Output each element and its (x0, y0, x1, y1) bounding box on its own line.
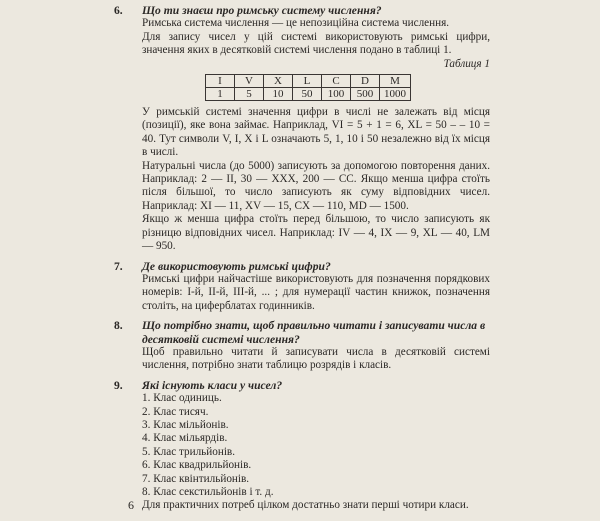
question-title: Де використовують римські цифри? (142, 259, 331, 273)
question-number: 9. (114, 378, 123, 392)
table-cell: V (235, 75, 264, 88)
list-item: 1. Клас одиниць. (142, 392, 222, 405)
table-cell: 5 (235, 88, 264, 101)
list-item: 3. Клас мільйонів. (142, 418, 229, 431)
list-item: 7. Клас квінтильйонів. (142, 472, 250, 485)
table-cell: 1000 (380, 88, 411, 101)
paragraph: Для запису чисел у цій системі використовують римські цифри, значення яких в десятковій системі числення подано в таблиці 1. (142, 30, 490, 57)
list-item: 8. Клас секстильйонів і т. д. (142, 486, 274, 498)
question-number: 8. (114, 319, 123, 333)
page-number: 6 (128, 498, 134, 512)
question-8 (114, 319, 490, 373)
table-caption: Таблиця 1 (443, 57, 490, 70)
table-cell: 1 (206, 88, 235, 101)
paragraph: Якщо ж менша цифра стоїть перед більшою, то число записують як різницю відповідних чисел. Наприклад: IV — 4, IX — 9, XL — 40, LM — 950. (142, 213, 490, 253)
table-cell: 500 (351, 88, 380, 101)
list-item: 6. Клас квадрильйонів. (142, 459, 252, 472)
table-row-roman (206, 75, 411, 88)
paragraph: Римська система числення — це непозиційна система числення. (142, 17, 450, 30)
paragraph: Римські цифри найчастіше використовують для позначення порядкових номерів: I-й, II-й, III-й, ... ; для нумерації частин книжок, позначення століть, на циферблатах годинників. (142, 272, 490, 312)
question-7 (114, 259, 490, 314)
list-item: 5. Клас трильйонів. (142, 445, 236, 458)
page-content (114, 4, 490, 513)
list-item: 2. Клас тисяч. (142, 405, 209, 418)
list-item: 4. Клас мільярдів. (142, 432, 228, 445)
question-number: 6. (114, 4, 123, 17)
table-cell: 10 (264, 88, 293, 101)
paragraph: Натуральні числа (до 5000) записують за допомогою повторення даних. Наприклад: 2 — II, 30 — XXX, 200 — CC. Якщо менша цифра стоїть після більшої, то число записують як суму відповідних чисел. Наприклад: XI — 11, XV — 15, CX — 110, MD — 1500. (142, 159, 490, 212)
question-title: Що ти знаєш про римську систему числення? (142, 4, 382, 17)
question-9 (114, 378, 490, 513)
table-cell: X (264, 75, 293, 88)
table-cell: M (380, 75, 411, 88)
table-cell: 50 (293, 88, 322, 101)
table-cell: 100 (322, 88, 351, 101)
table-cell: D (351, 75, 380, 88)
question-6 (114, 4, 490, 254)
classes-list (142, 392, 490, 499)
paragraph: У римській системі значення цифри в числі не залежать від місця (позиції), яке вона займає. Наприклад, VI = 5 + 1 = 6, XL = 50 – – 10 = 40. Тут символи V, I, X і L означають 5, 1, 10 і 50 незалежно від їх місця в числі. (142, 106, 490, 159)
table-cell: C (322, 75, 351, 88)
question-title: Які існують класи у чисел? (142, 378, 283, 392)
question-number: 7. (114, 259, 123, 273)
table-cell: I (206, 75, 235, 88)
paragraph: Для практичних потреб цілком достатньо знати перші чотири класи. (142, 499, 469, 512)
table-row-decimal (206, 88, 411, 101)
paragraph: Щоб правильно читати й записувати числа в десятковій системі числення, потрібно знати таблицю розрядів і класів. (142, 345, 490, 372)
roman-numerals-table (205, 74, 411, 101)
question-title: Що потрібно знати, щоб правильно читати і записувати числа в десятковій системі числення? (142, 319, 486, 346)
table-cell: L (293, 75, 322, 88)
